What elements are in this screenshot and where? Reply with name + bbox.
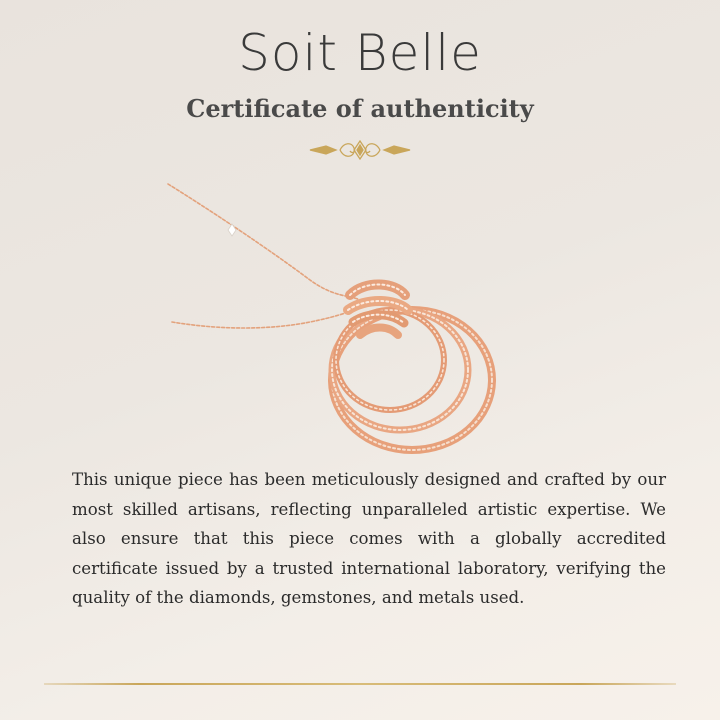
- brand-logo-text: Soit Belle: [238, 24, 482, 82]
- pendant-necklace-image: [150, 170, 530, 460]
- brand-logo: [0, 24, 720, 82]
- ornament-divider-icon: [104, 140, 616, 160]
- bottom-divider: [44, 683, 676, 685]
- page-title: Certificate of authenticity: [186, 94, 534, 123]
- certificate-description: This unique piece has been meticulously designed and crafted by our most skilled artisans, reflecting unparalleled artistic expertise. We also ensure that this piece comes with a globally accredited certificate issued by a trusted international laboratory, verifying the quality of the diamonds, gemstones, and metals used.: [72, 470, 666, 607]
